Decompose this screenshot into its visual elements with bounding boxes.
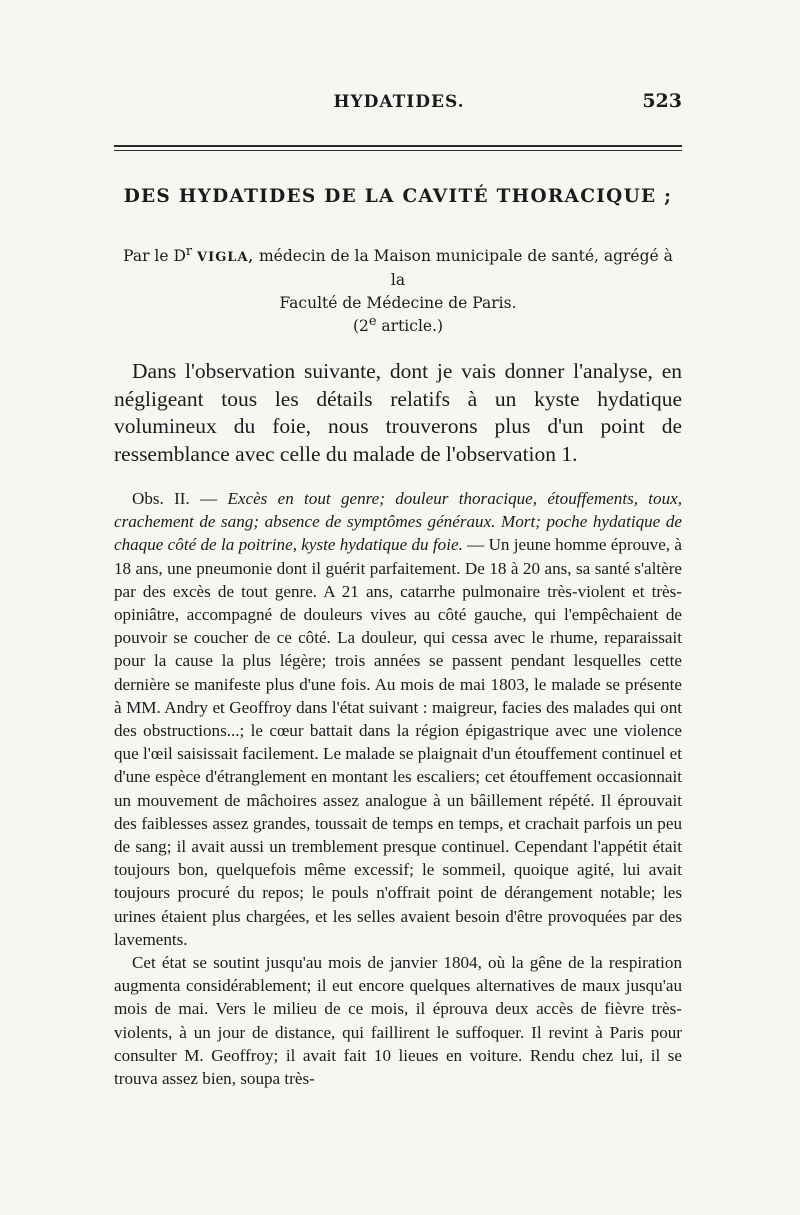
byline-prefix: Par le D: [123, 247, 186, 266]
running-title: HYDATIDES.: [333, 92, 465, 112]
author-name: VIGLA,: [197, 250, 255, 266]
byline-affiliation-2: Faculté de Médecine de Paris.: [279, 294, 517, 313]
article-title: DES HYDATIDES DE LA CAVITÉ THORACIQUE ;: [123, 186, 673, 207]
article-subtitle: [114, 314, 682, 335]
observation-label: Obs. II. —: [132, 489, 228, 508]
header-rule-thin: [114, 150, 682, 151]
observation-paragraph: [114, 487, 682, 951]
byline-affiliation-1: médecin de la Maison municipale de santé, agrégé à la: [254, 247, 673, 290]
paragraph-2: [114, 951, 682, 1090]
header-rule: [114, 145, 682, 147]
page-number: 523: [642, 90, 682, 112]
byline: [114, 240, 682, 315]
observation-title: Excès en tout genre; douleur thoracique, étouffements, toux, crachement de sang; absence de symptômes généraux. Mort; poche hydatique de chaque côté de la poitrine, kyste hydatique du foie.: [114, 489, 682, 555]
subtitle-open: (2: [352, 317, 369, 336]
subtitle-sup: e: [368, 314, 377, 329]
observation-text: — Un jeune homme éprouve, à 18 ans, une pneumonie dont il guérit parfaitement. De 18 à 20 ans, sa santé s'altère par des excès de tout genre. A 21 ans, catarrhe pulmonaire très-violent et très-opiniâtre, accompagné de douleurs vives au côté gauche, qui l'empêchaient de pouvoir se coucher de ce côté. La douleur, qui cessa avec le rhume, reparaissait pour la cause la plus légère; trois années se passent pendant lesquelles cette dernière se manifeste plus d'une fois. Au mois de mai 1803, le malade se présente à MM. Andry et Geoffroy dans l'état suivant : maigreur, facies des malades qui ont des obstructions...; le cœur battait dans la région épigastrique avec une violence que l'œil saisissait facilement. Le malade se plaignait d'un étouffement continuel et d'une espèce d'étranglement en montant les escaliers; cet étouffement occasionnait un mouvement de mâchoires assez analogue à un bâillement répété. Il éprouvait des faiblesses assez grandes, toussait de temps en temps, et crachait parfois un peu de sang; il avait aussi un tremblement presque continuel. Cependant l'appétit était toujours bon, quelquefois même excessif; le sommeil, quoique agité, lui avait toujours procuré du repos; le pouls n'offrait point de dérangement notable; les urines étaient plus chargées, et les selles avaient besoin d'être provoquées par des lavements.: [114, 535, 682, 949]
subtitle-close: article.): [376, 317, 444, 336]
intro-paragraph: [114, 358, 682, 468]
byline-sup: r: [185, 244, 193, 259]
running-header: [116, 88, 682, 118]
intro-text: Dans l'observation suivante, dont je vais donner l'analyse, en négligeant tous les détails relatifs à un kyste hydatique volumineux du foie, nous trouverons plus d'un point de ressemblance avec celle du malade de l'observation 1.: [114, 359, 682, 466]
paragraph-2-text: Cet état se soutint jusqu'au mois de janvier 1804, où la gêne de la respiration augmenta considérablement; il eut encore quelques alternatives de maux jusqu'au mois de mai. Vers le milieu de ce mois, il éprouva deux accès de fièvre très-violents, à un jour de distance, qui faillirent le suffoquer. Il revint à Paris pour consulter M. Geoffroy; il avait fait 10 lieues en voiture. Rendu chez lui, il se trouva assez bien, soupa très-: [114, 953, 682, 1089]
observation-body: [114, 487, 682, 1090]
